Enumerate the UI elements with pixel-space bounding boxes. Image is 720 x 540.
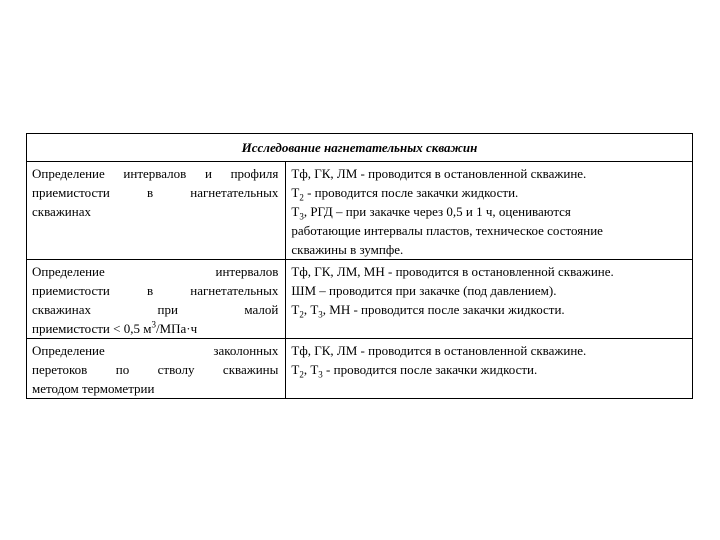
cell-line: Определение интервалов и профиля: [32, 166, 279, 181]
cell-line: ШМ – проводится при закачке (под давлением).: [291, 283, 557, 298]
table-row: [27, 162, 693, 260]
cell-line: приемистости < 0,5 $м^3/МПа\cdot ч$: [32, 319, 198, 336]
cell-line: Тф, ГК, ЛМ - проводится в остановленной скважине.: [291, 343, 587, 358]
cell-line: приемистости в нагнетательных: [32, 283, 279, 298]
cell-line: Определение заколонных: [32, 343, 279, 358]
cell-line: скважины в зумпфе.: [291, 242, 404, 257]
row-2-purpose: [27, 260, 286, 339]
cell-line: перетоков по стволу скважины: [32, 362, 279, 377]
cell-line: скважинах: [32, 204, 91, 219]
cell-line: $Т_2$, $Т_3$ - проводится после закачки жидкости.: [291, 362, 538, 380]
row-1-purpose: [27, 162, 286, 260]
table-row: [27, 339, 693, 399]
cell-line: Определение интервалов: [32, 264, 279, 279]
cell-line: Тф, ГК, ЛМ - проводится в остановленной скважине.: [291, 166, 587, 181]
table-title: Исследование нагнетательных скважин: [27, 134, 693, 162]
table-row: [27, 260, 693, 339]
row-1-methods: [286, 162, 693, 260]
row-3-methods: [286, 339, 693, 399]
cell-line: $Т_2$ - проводится после закачки жидкости.: [291, 185, 519, 203]
cell-line: $Т_3$, РГД – при закачке через 0,5 и 1 ч, оцениваются: [291, 204, 571, 222]
cell-line: скважинах при малой: [32, 302, 279, 317]
survey-table: [26, 133, 693, 399]
row-3-purpose: [27, 339, 286, 399]
cell-line: Тф, ГК, ЛМ, МН - проводится в остановленной скважине.: [291, 264, 614, 279]
table-header-row: [27, 134, 693, 162]
cell-line: $Т_2$, $Т_3$, МН - проводится после закачки жидкости.: [291, 302, 565, 320]
cell-line: методом термометрии: [32, 381, 155, 396]
cell-line: работающие интервалы пластов, техническое состояние: [291, 223, 603, 238]
cell-line: приемистости в нагнетательных: [32, 185, 279, 200]
row-2-methods: [286, 260, 693, 339]
